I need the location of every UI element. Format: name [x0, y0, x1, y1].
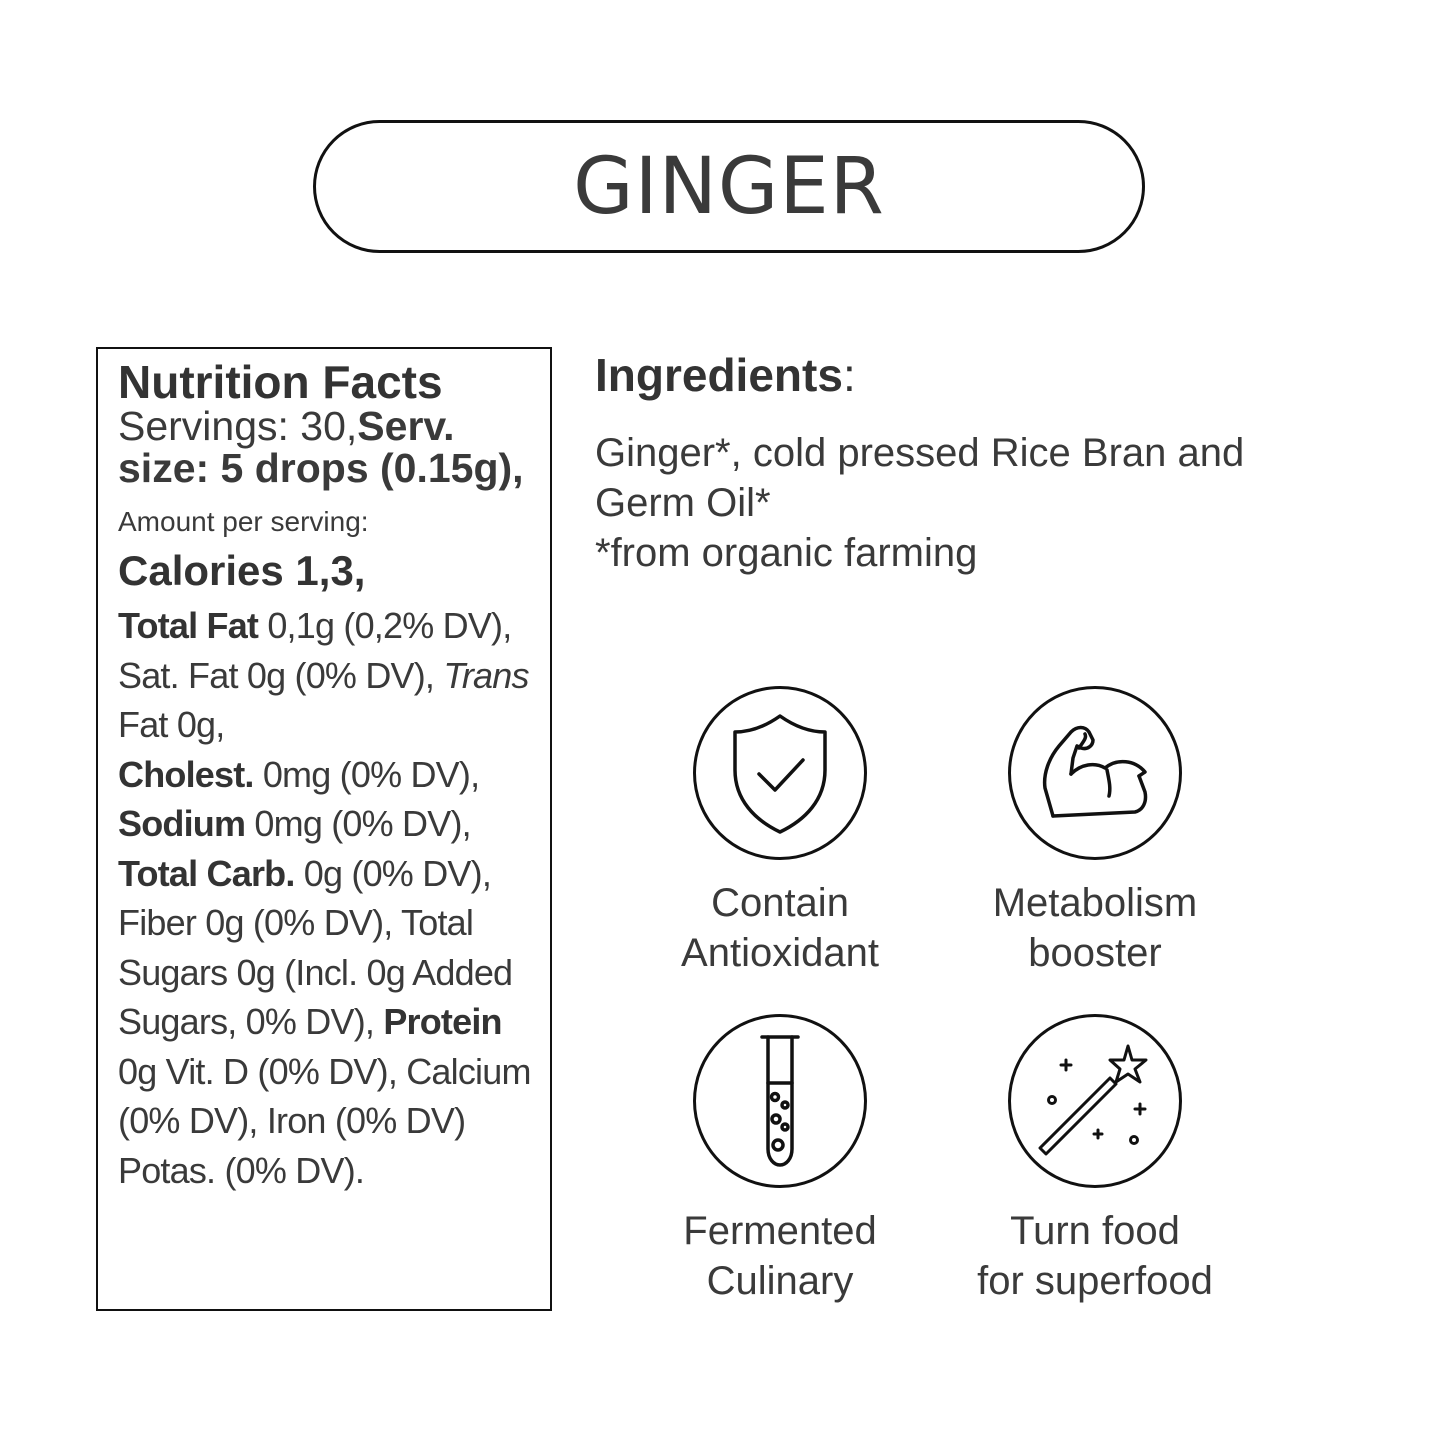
feature-superfood: [945, 1014, 1245, 1306]
servings-info: [118, 405, 532, 489]
trans-label: Trans: [443, 654, 529, 696]
feature-antioxidant: [630, 686, 930, 978]
trans-value: Fat 0g,: [118, 704, 225, 745]
total-fat-label: Total Fat: [118, 605, 259, 646]
feature-label-line-2: Antioxidant: [681, 931, 879, 975]
feature-label-line-2: Culinary: [706, 1259, 854, 1303]
shield-check-icon: [693, 686, 867, 860]
protein-value: 0g Vit. D (0% DV), Calcium (0% DV), Iron (0% DV) Potas. (0% DV).: [118, 1050, 531, 1191]
ingredients-line-1: Ginger*, cold pressed Rice Bran and: [595, 431, 1245, 475]
product-title-pill: [313, 120, 1145, 253]
feature-label-line-1: Turn food: [1010, 1209, 1180, 1253]
sodium-label: Sodium: [118, 803, 246, 844]
feature-fermented: [630, 1014, 930, 1306]
carb-value: 0g (0% DV), Fiber 0g (0% DV), Total Sugars 0g (Incl. 0g Added Sugars, 0% DV),: [118, 852, 513, 1042]
feature-label: [945, 878, 1245, 978]
ingredients-line-2: Germ Oil*: [595, 481, 771, 525]
test-tube-icon: [693, 1014, 867, 1188]
ingredients-text: [595, 428, 1355, 578]
product-title: GINGER: [573, 141, 885, 232]
protein-label: Protein: [383, 1001, 502, 1042]
ingredients-line-3: *from organic farming: [595, 531, 978, 575]
cholest-value: 0mg (0% DV),: [253, 753, 480, 795]
feature-label-line-2: for superfood: [977, 1259, 1213, 1303]
feature-label: [630, 1206, 930, 1306]
feature-label-line-2: booster: [1028, 931, 1162, 975]
feature-label: [630, 878, 930, 978]
total-fat-value: 0,1g (0,2% DV), Sat. Fat 0g (0% DV),: [118, 605, 512, 696]
feature-metabolism: [945, 686, 1245, 978]
feature-label: [945, 1206, 1245, 1306]
ingredients-heading: [595, 348, 856, 402]
feature-label-line-1: Contain: [711, 881, 849, 925]
serving-size: Serv. size: 5 drops (0.15g),: [118, 403, 524, 491]
nutrient-list: [118, 601, 532, 1195]
cholest-label: Cholest.: [118, 753, 254, 795]
ingredients-colon: :: [842, 349, 856, 401]
flexed-arm-icon: [1008, 686, 1182, 860]
carb-label: Total Carb.: [118, 852, 295, 894]
nutrition-facts-panel: [96, 347, 552, 1311]
feature-label-line-1: Fermented: [683, 1209, 877, 1253]
ingredients-heading-text: Ingredients: [595, 349, 843, 401]
servings-count: Servings: 30,: [118, 403, 358, 449]
nutrition-heading: Nutrition Facts: [118, 356, 443, 408]
sodium-value: 0mg (0% DV),: [245, 803, 471, 844]
calories: Calories 1,3,: [118, 547, 366, 594]
feature-label-line-1: Metabolism: [992, 881, 1198, 925]
amount-per-serving: Amount per serving:: [118, 506, 369, 537]
magic-wand-icon: [1008, 1014, 1182, 1188]
